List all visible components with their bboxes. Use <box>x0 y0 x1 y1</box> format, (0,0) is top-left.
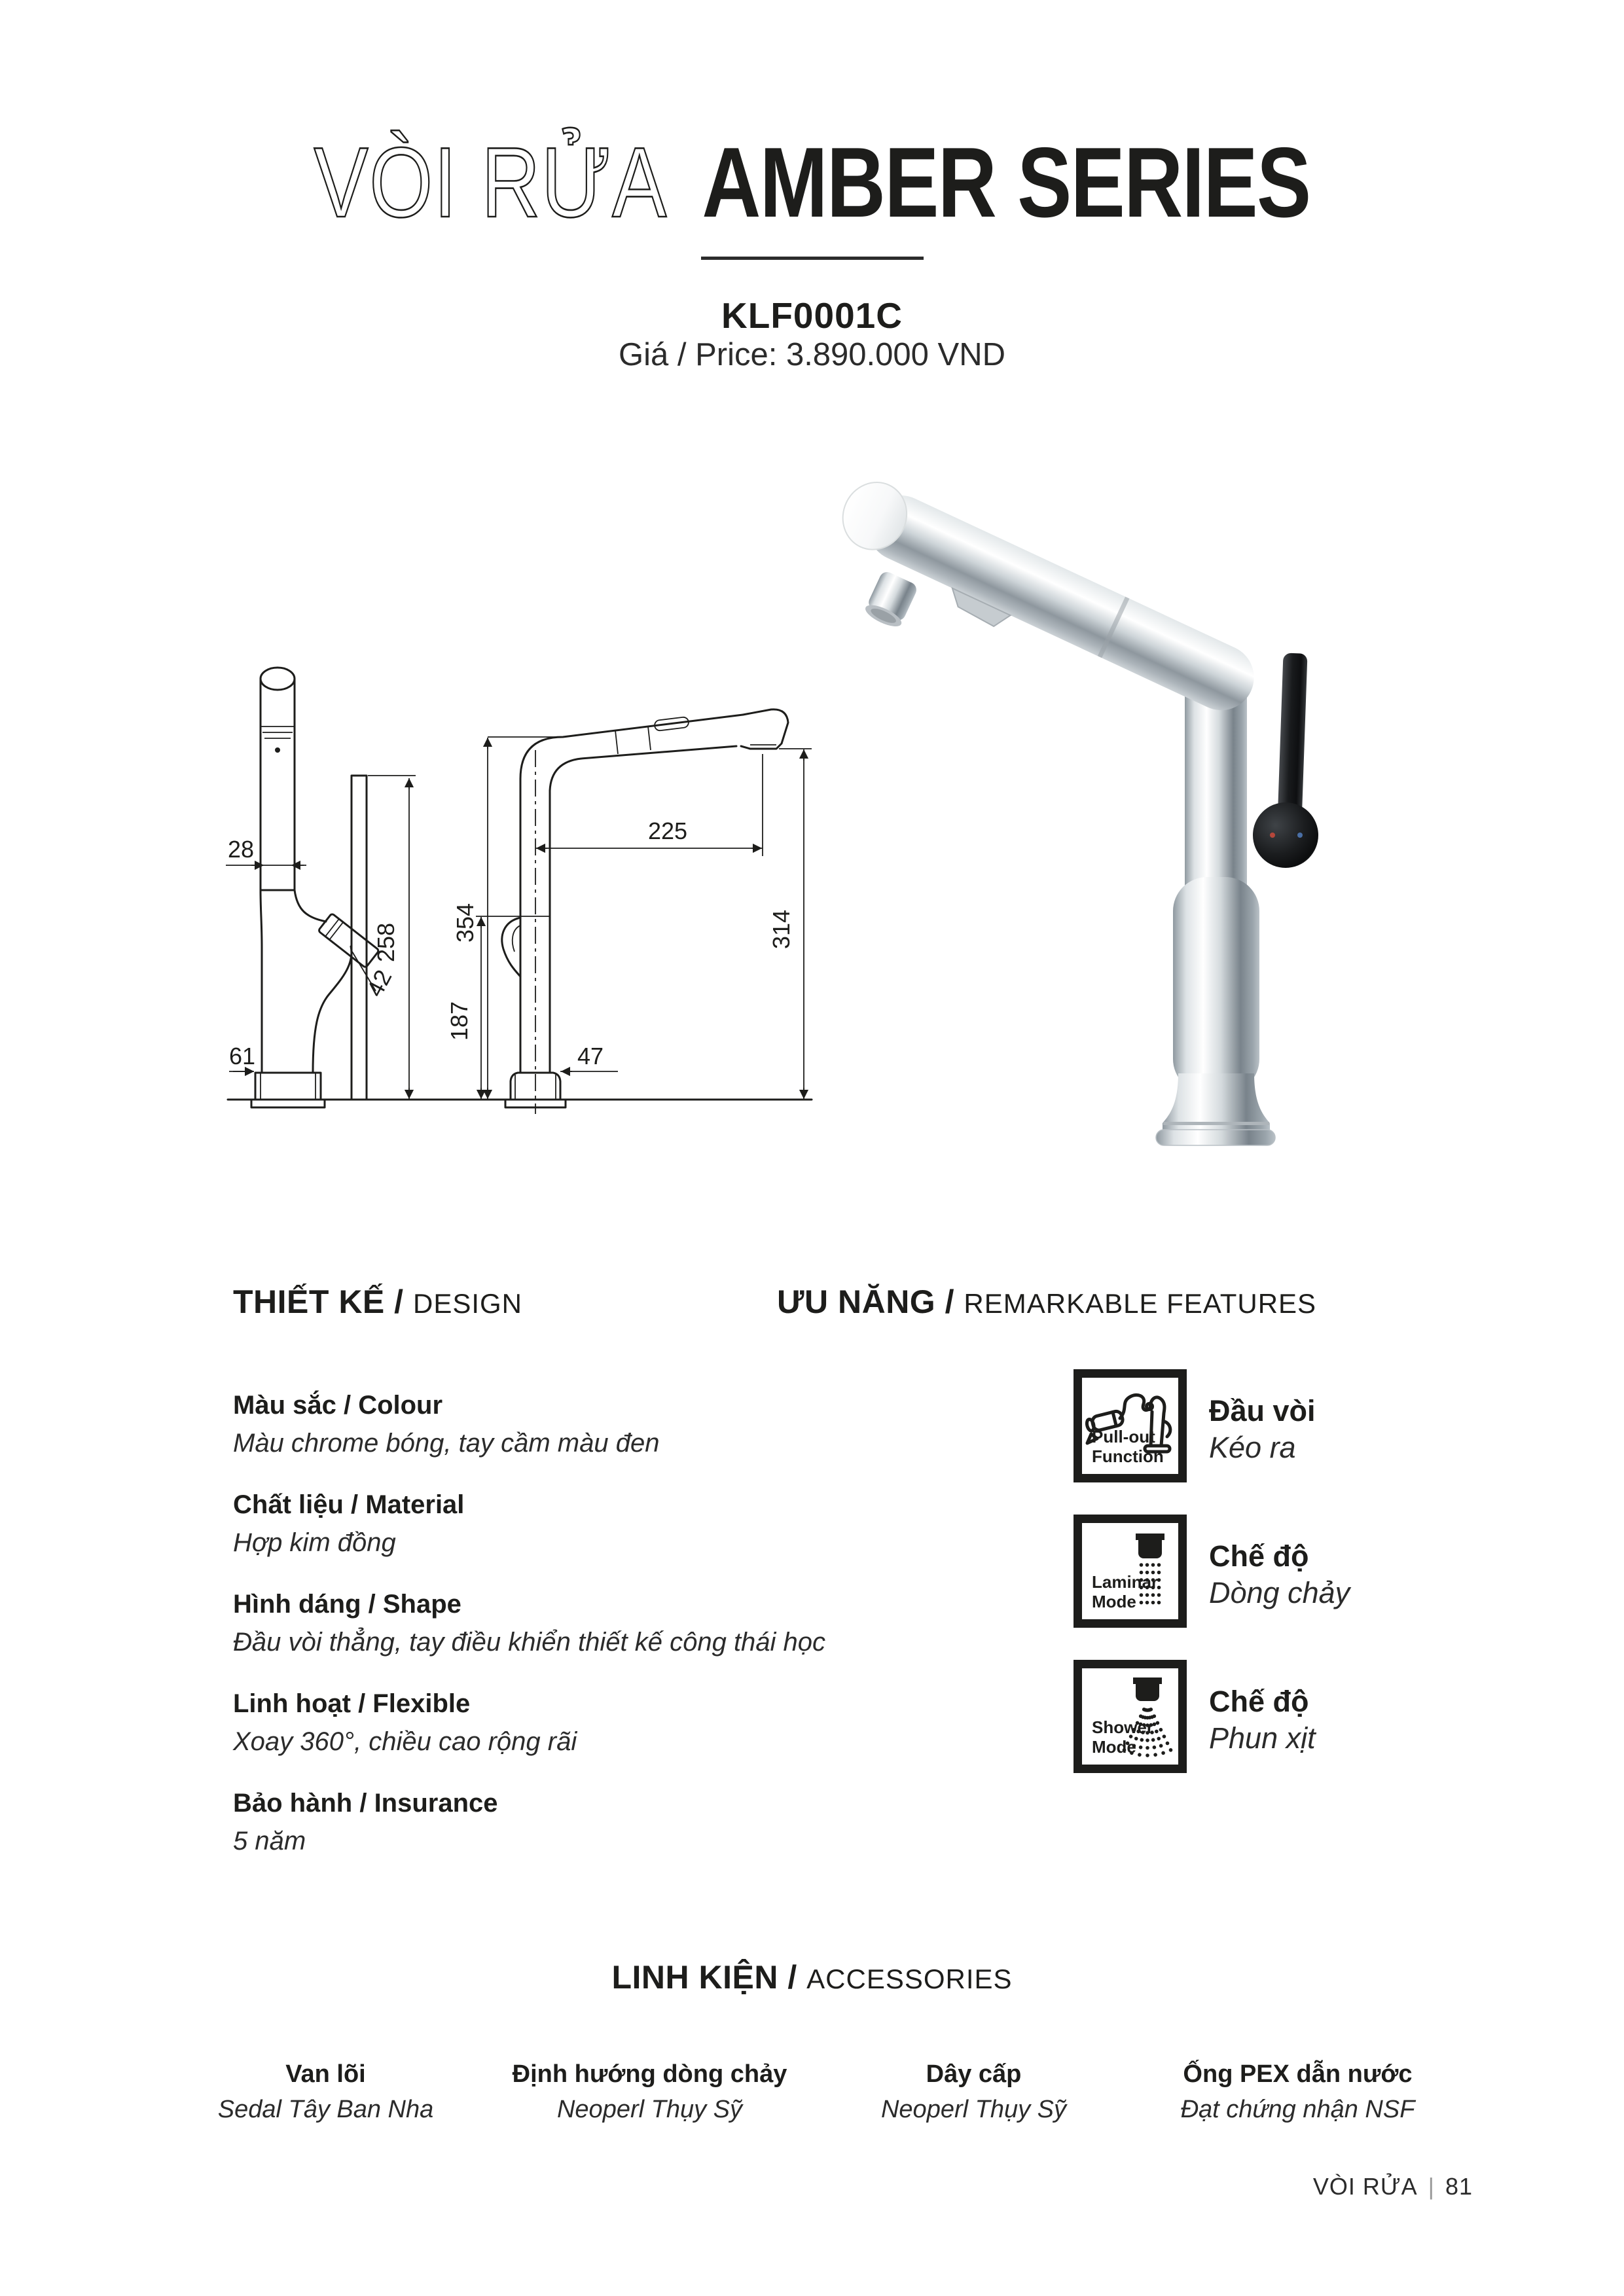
accessory-item <box>812 2059 1136 2125</box>
feature-box <box>1074 1515 1187 1628</box>
feature-subtitle: Kéo ra <box>1209 1431 1296 1464</box>
price-label: Giá / Price: 3.890.000 VND <box>618 337 1005 372</box>
design-label: Linh hoạt / Flexible <box>233 1689 471 1718</box>
model-code: KLF0001C <box>721 295 903 336</box>
dim-187: 187 <box>446 1001 473 1041</box>
feature-text <box>1209 1660 1316 1773</box>
feature-subtitle: Dòng chảy <box>1209 1576 1350 1609</box>
design-value: Hợp kim đồng <box>233 1528 396 1557</box>
accessories-heading <box>0 1958 1624 1996</box>
accessory-value: Sedal Tây Ban Nha <box>217 2096 434 2123</box>
feature-box <box>1074 1369 1187 1482</box>
footer-separator: | <box>1428 2173 1435 2200</box>
side-view <box>251 668 379 1107</box>
hot-indicator-dot <box>1270 833 1275 838</box>
accessory-value: Neoperl Thụy Sỹ <box>556 2096 742 2123</box>
dim-28: 28 <box>227 836 255 863</box>
feature-shower <box>1074 1660 1316 1773</box>
design-heading-vi: THIẾT KẾ / <box>233 1283 404 1320</box>
design-label: Bảo hành / Insurance <box>233 1789 498 1818</box>
features-heading <box>777 1283 1316 1321</box>
page-title <box>146 126 1477 240</box>
series-title: AMBER SERIES <box>702 127 1310 238</box>
feature-icon-label: Laminar Mode <box>1092 1572 1159 1611</box>
base-plate <box>1156 1130 1275 1145</box>
accessories-heading-en: ACCESSORIES <box>806 1964 1013 1994</box>
feature-laminar <box>1074 1515 1350 1628</box>
accessory-label: Ống PEX dẫn nước <box>1183 2060 1413 2088</box>
accessory-value: Đạt chứng nhận NSF <box>1180 2096 1415 2123</box>
water-drop-icon <box>275 747 280 753</box>
accessory-label: Định hướng dòng chảy <box>512 2060 787 2088</box>
title-underline <box>701 257 924 260</box>
feature-text <box>1209 1515 1350 1628</box>
product-photo <box>838 471 1362 1165</box>
accessory-label: Van lõi <box>285 2060 366 2088</box>
design-label: Hình dáng / Shape <box>233 1590 461 1619</box>
accessory-item <box>488 2059 812 2125</box>
accessory-item <box>1136 2059 1460 2125</box>
feature-text <box>1209 1369 1316 1482</box>
accessory-item <box>164 2059 488 2125</box>
design-label: Màu sắc / Colour <box>233 1391 443 1420</box>
feature-icon-label: Shower Mode <box>1092 1717 1153 1757</box>
design-value: Màu chrome bóng, tay cầm màu đen <box>233 1429 660 1458</box>
side-handle <box>318 913 379 967</box>
design-label: Chất liệu / Material <box>233 1490 465 1519</box>
page-footer <box>1313 2173 1473 2200</box>
footer-section: VÒI RỬA <box>1312 2173 1418 2200</box>
design-heading-en: DESIGN <box>412 1288 523 1319</box>
feature-box <box>1074 1660 1187 1773</box>
feature-pull-out <box>1074 1369 1316 1482</box>
technical-drawing <box>223 615 818 1139</box>
dim-47: 47 <box>577 1043 604 1069</box>
category-title: VÒI RỬA <box>314 127 668 238</box>
aerator-head <box>863 569 919 630</box>
feature-title: Chế độ <box>1209 1685 1309 1718</box>
faucet-body <box>1173 877 1259 1093</box>
handle-hub <box>1253 802 1318 868</box>
accessory-value: Neoperl Thụy Sỹ <box>880 2096 1066 2123</box>
features-heading-en: REMARKABLE FEATURES <box>964 1288 1317 1319</box>
front-view <box>502 709 788 1114</box>
dim-258: 258 <box>372 922 399 963</box>
dim-61: 61 <box>228 1043 256 1069</box>
cold-indicator-dot <box>1297 833 1303 838</box>
feature-subtitle: Phun xịt <box>1209 1721 1316 1755</box>
design-value: Xoay 360°, chiều cao rộng rãi <box>233 1727 577 1756</box>
dim-225: 225 <box>647 817 688 844</box>
feature-title: Chế độ <box>1209 1539 1309 1573</box>
accessories-list <box>164 2059 1460 2125</box>
design-value: 5 năm <box>233 1827 306 1856</box>
base-ring <box>1163 1122 1269 1125</box>
feature-title: Đầu vòi <box>1209 1394 1316 1427</box>
design-section <box>233 1283 927 1886</box>
footer-page-number: 81 <box>1445 2173 1473 2200</box>
dim-314: 314 <box>768 909 795 950</box>
accessory-label: Dây cấp <box>926 2060 1022 2088</box>
design-value: Đầu vòi thẳng, tay điều khiển thiết kế công thái học <box>233 1628 826 1657</box>
dim-354: 354 <box>452 903 478 943</box>
feature-icon-label: Pull-out Function <box>1092 1427 1164 1466</box>
dim-42: 42 <box>361 965 397 1001</box>
features-heading-vi: ƯU NĂNG / <box>777 1283 954 1320</box>
accessories-heading-vi: LINH KIỆN / <box>611 1959 797 1996</box>
